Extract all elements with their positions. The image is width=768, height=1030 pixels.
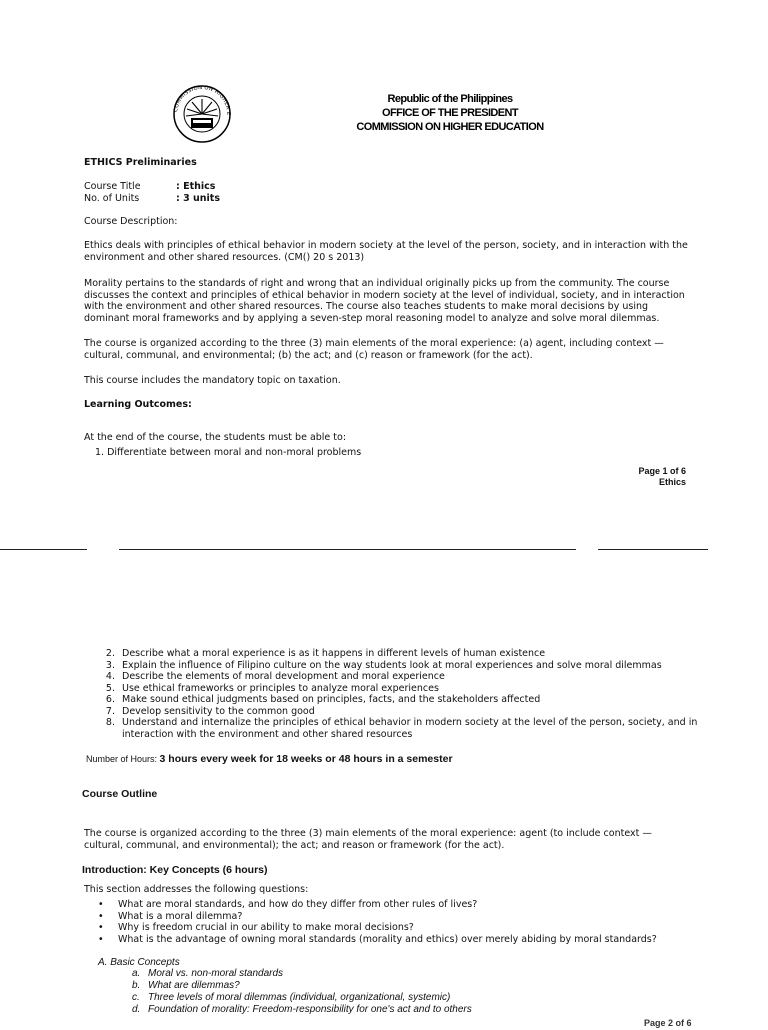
course-outline-heading: Course Outline (82, 788, 158, 800)
page-break-rule-left (0, 549, 87, 550)
hours-label: Number of Hours: (86, 754, 158, 764)
list-marker: c. (132, 992, 140, 1003)
introduction-heading: Introduction: Key Concepts (6 hours) (82, 864, 268, 876)
list-item: • Why is freedom crucial in our ability to make moral decisions? (118, 922, 718, 934)
outline-paragraph: The course is organized according to the three (3) main elements of the moral experience: agent (to include context — cultural, communal, and environmental); the act; and reason or framework (for the act). (84, 828, 652, 851)
list-item: 3. Explain the influence of Filipino culture on the way students look at moral experiences and solve moral dilemmas (118, 660, 708, 672)
list-item (132, 1004, 472, 1016)
svg-text:COMMISSION ON HIGHER EDUCATION: COMMISSION ON HIGHER E (173, 84, 232, 116)
course-description-label: Course Description: (84, 216, 178, 227)
paragraph-morality: Morality pertains to the standards of right and wrong that an individual originally picks up from the community. The course discusses the context and principles of ethical behavior in modern society at the level of individual, society, and in interaction with the environment and other shared resources. The course also teaches students to make moral decisions by using dominant moral frameworks and by applying a seven-step moral reasoning model to analyze and solve moral dilemmas. (84, 278, 685, 324)
list-item (132, 980, 472, 992)
page-break-rule-right (598, 549, 708, 550)
course-title-row (84, 181, 215, 193)
list-item: 2. Describe what a moral experience is as it happens in different levels of human existence (118, 648, 708, 660)
ched-seal-icon (163, 80, 241, 144)
list-item (132, 968, 472, 980)
basic-concepts-list (132, 968, 472, 1016)
paragraph-course-organization: The course is organized according to the three (3) main elements of the moral experience: (a) agent, including context — cultural, communal, and environmental; (b) the act; and (c) reason or framework (for the act). (84, 338, 664, 361)
list-item: • What is the advantage of owning moral standards (morality and ethics) over merely abiding by moral standards? (118, 934, 718, 946)
number-of-hours (86, 754, 453, 766)
units-label: No. of Units (84, 193, 140, 204)
list-item: 4. Describe the elements of moral development and moral experience (118, 671, 708, 683)
list-item: 8. Understand and internalize the principles of ethical behavior in modern society at the level of the person, society, and in interaction with the environment and other shared resources (118, 717, 708, 740)
page-1-course-name: Ethics (658, 476, 686, 487)
page-break-rule-center (119, 549, 576, 550)
list-marker: a. (132, 968, 141, 979)
units-row (84, 193, 220, 205)
outcomes-list (84, 648, 708, 740)
page-1-number: Page 1 of 6 (638, 466, 686, 476)
list-item: • What is a moral dilemma? (118, 911, 718, 923)
document-header (320, 92, 580, 134)
paragraph-ethics-definition: Ethics deals with principles of ethical behavior in modern society at the level of the person, society, and in interaction with the environment and other shared resources. (CM() 20 s 2013) (84, 240, 688, 263)
course-title-value: : Ethics (176, 181, 216, 192)
hours-value: 3 hours every week for 18 weeks or 48 hours in a semester (159, 753, 453, 765)
page-1-footer (638, 466, 686, 487)
basic-concepts-heading: A. Basic Concepts (98, 957, 180, 968)
list-text: What are dilemmas? (148, 980, 240, 991)
page-2-footer: Page 2 of 6 (644, 1018, 692, 1028)
header-republic: Republic of the Philippines (387, 93, 513, 105)
list-text: Foundation of morality: Freedom-responsibility for one's act and to others (148, 1004, 472, 1015)
list-item: 5. Use ethical frameworks or principles to analyze moral experiences (118, 683, 708, 695)
list-item (132, 992, 472, 1004)
list-text: Three levels of moral dilemmas (individual, organizational, systemic) (148, 992, 451, 1003)
document-title: ETHICS Preliminaries (84, 157, 197, 168)
list-item: 7. Develop sensitivity to the common good (118, 706, 708, 718)
header-office: OFFICE OF THE PRESIDENT (382, 107, 518, 119)
learning-outcomes-heading: Learning Outcomes: (84, 399, 192, 410)
header-commission: COMMISSION ON HIGHER EDUCATION (356, 121, 544, 133)
list-text: Moral vs. non-moral standards (148, 968, 284, 979)
list-marker: b. (132, 980, 141, 991)
list-item: 6. Make sound ethical judgments based on principles, facts, and the stakeholders affected (118, 694, 708, 706)
outcome-item-1: 1. Differentiate between moral and non-moral problems (95, 447, 362, 458)
course-title-label: Course Title (84, 181, 141, 192)
questions-list (84, 899, 718, 945)
list-marker: d. (132, 1004, 141, 1015)
introduction-text: This section addresses the following questions: (84, 884, 309, 895)
list-item: • What are moral standards, and how do they differ from other rules of lives? (118, 899, 718, 911)
paragraph-taxation: This course includes the mandatory topic on taxation. (84, 375, 341, 386)
units-value: : 3 units (176, 193, 221, 204)
outcomes-intro: At the end of the course, the students must be able to: (84, 432, 347, 443)
